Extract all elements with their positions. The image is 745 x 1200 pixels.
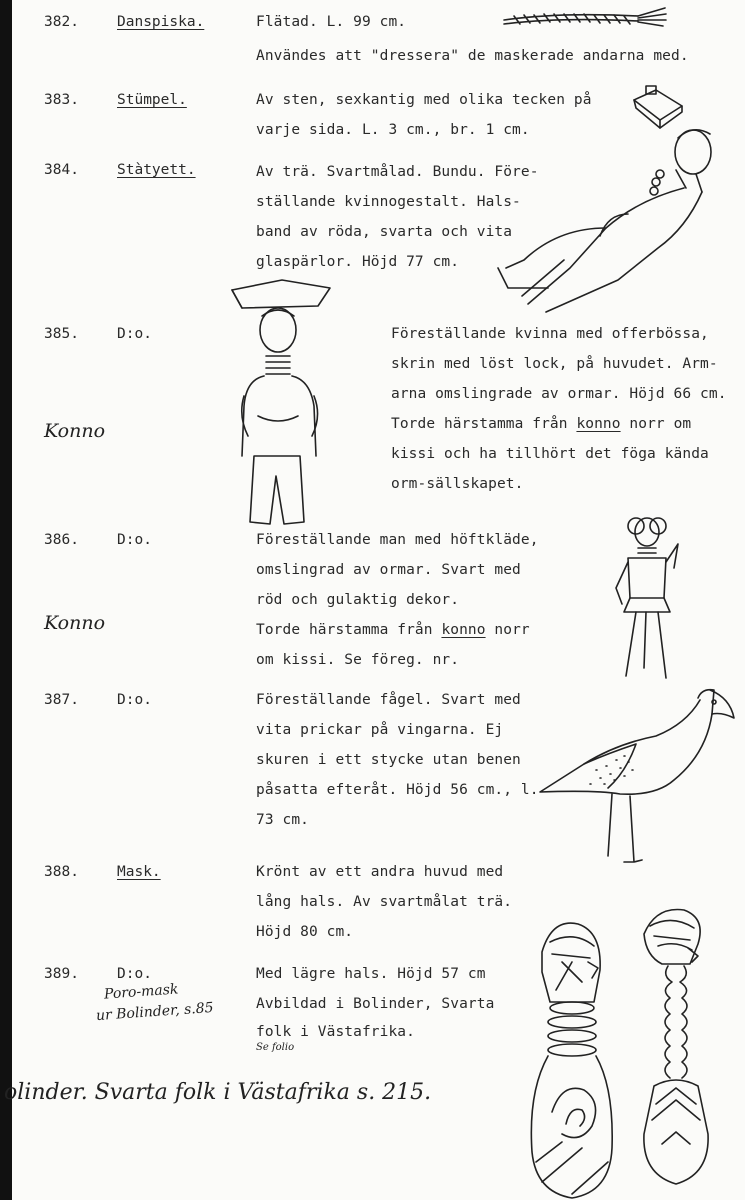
entry-384-name: Stàtyett. — [117, 162, 196, 178]
entry-387-number: 387. — [44, 692, 79, 708]
binding-edge — [0, 0, 12, 1200]
entry-384-line-2: ställande kvinnogestalt. Hals- — [256, 194, 521, 210]
woman-with-box-drawing — [228, 276, 340, 532]
man-with-loincloth-drawing — [608, 508, 694, 688]
entry-382-number: 382. — [44, 14, 79, 30]
entry-383-number: 383. — [44, 92, 79, 108]
entry-386-line-1: Föreställande man med höftkläde, — [256, 532, 539, 548]
entry-384-line-1: Av trä. Svartmålad. Bundu. Före- — [256, 164, 539, 180]
entry-385-line-6: orm-sällskapet. — [391, 476, 524, 492]
entry-382-name: Danspiska. — [117, 14, 205, 30]
entry-387-line-5: 73 cm. — [256, 812, 309, 828]
entry-386-name: D:o. — [117, 532, 152, 548]
entry-386-line-4: Torde härstamma från konno norr — [256, 622, 530, 638]
handwritten-small-note: Se folio — [256, 1042, 295, 1053]
wing-dots — [590, 756, 633, 784]
mask-389-drawing — [522, 912, 618, 1200]
entry-388-number: 388. — [44, 864, 79, 880]
entry-385-name: D:o. — [117, 326, 152, 342]
entry-385-line-5: kissi och ha tillhört det föga kända — [391, 446, 709, 462]
entry-387-line-4: påsatta efteråt. Höjd 56 cm., l. — [256, 782, 539, 798]
entry-388-line-1: Krönt av ett andra huvud med — [256, 864, 504, 880]
handwritten-bottom-note: olinder. Svarta folk i Västafrika s. 215. — [4, 1080, 432, 1105]
entry-389-line-2: Avbildad i Bolinder, Svarta — [256, 996, 495, 1012]
handwritten-note-poro-mask: Poro-mask — [103, 981, 179, 1003]
entry-383-line-2: varje sida. L. 3 cm., br. 1 cm. — [256, 122, 530, 138]
entry-385-line-3: arna omslingrade av ormar. Höjd 66 cm. — [391, 386, 727, 402]
mask-388-drawing — [632, 904, 720, 1192]
bird-drawing — [536, 684, 742, 868]
entry-389-line-1: Med lägre hals. Höjd 57 cm — [256, 966, 486, 982]
entry-388-line-2: lång hals. Av svartmålat trä. — [256, 894, 513, 910]
entry-388-name: Mask. — [117, 864, 161, 880]
entry-385-line-1: Föreställande kvinna med offerbössa, — [391, 326, 709, 342]
entry-382-line-2: Användes att "dressera" de maskerade andarna med. — [256, 48, 689, 64]
entry-388-line-3: Höjd 80 cm. — [256, 924, 354, 940]
entry-383-name: Stümpel. — [117, 92, 187, 108]
entry-383-line-1: Av sten, sexkantig med olika tecken på — [256, 92, 592, 108]
entry-389-name: D:o. — [117, 966, 152, 982]
entry-386-line-2: omslingrad av ormar. Svart med — [256, 562, 521, 578]
entry-385-line-2: skrin med löst lock, på huvudet. Arm- — [391, 356, 718, 372]
entry-384-number: 384. — [44, 162, 79, 178]
entry-387-name: D:o. — [117, 692, 152, 708]
statuette-woman-drawing — [488, 118, 740, 314]
handwritten-konno-385: Konno — [44, 420, 106, 442]
entry-382-line-1: Flätad. L. 99 cm. — [256, 14, 407, 30]
entry-386-line-3: röd och gulaktig dekor. — [256, 592, 460, 608]
handwritten-konno-386: Konno — [44, 612, 106, 634]
entry-387-line-2: vita prickar på vingarna. Ej — [256, 722, 504, 738]
entry-386-line-5: om kissi. Se föreg. nr. — [256, 652, 460, 668]
entry-387-line-1: Föreställande fågel. Svart med — [256, 692, 521, 708]
entry-386-number: 386. — [44, 532, 79, 548]
dance-whip-drawing — [500, 4, 670, 30]
entry-385-number: 385. — [44, 326, 79, 342]
entry-384-line-4: glaspärlor. Höjd 77 cm. — [256, 254, 460, 270]
handwritten-note-bolinder-ref: ur Bolinder, s.85 — [95, 999, 215, 1025]
entry-385-line-4: Torde härstamma från konno norr om — [391, 416, 692, 432]
entry-389-number: 389. — [44, 966, 79, 982]
entry-389-line-3: folk i Västafrika. — [256, 1024, 415, 1040]
entry-387-line-3: skuren i ett stycke utan benen — [256, 752, 521, 768]
entry-384-line-3: band av röda, svarta och vita — [256, 224, 513, 240]
